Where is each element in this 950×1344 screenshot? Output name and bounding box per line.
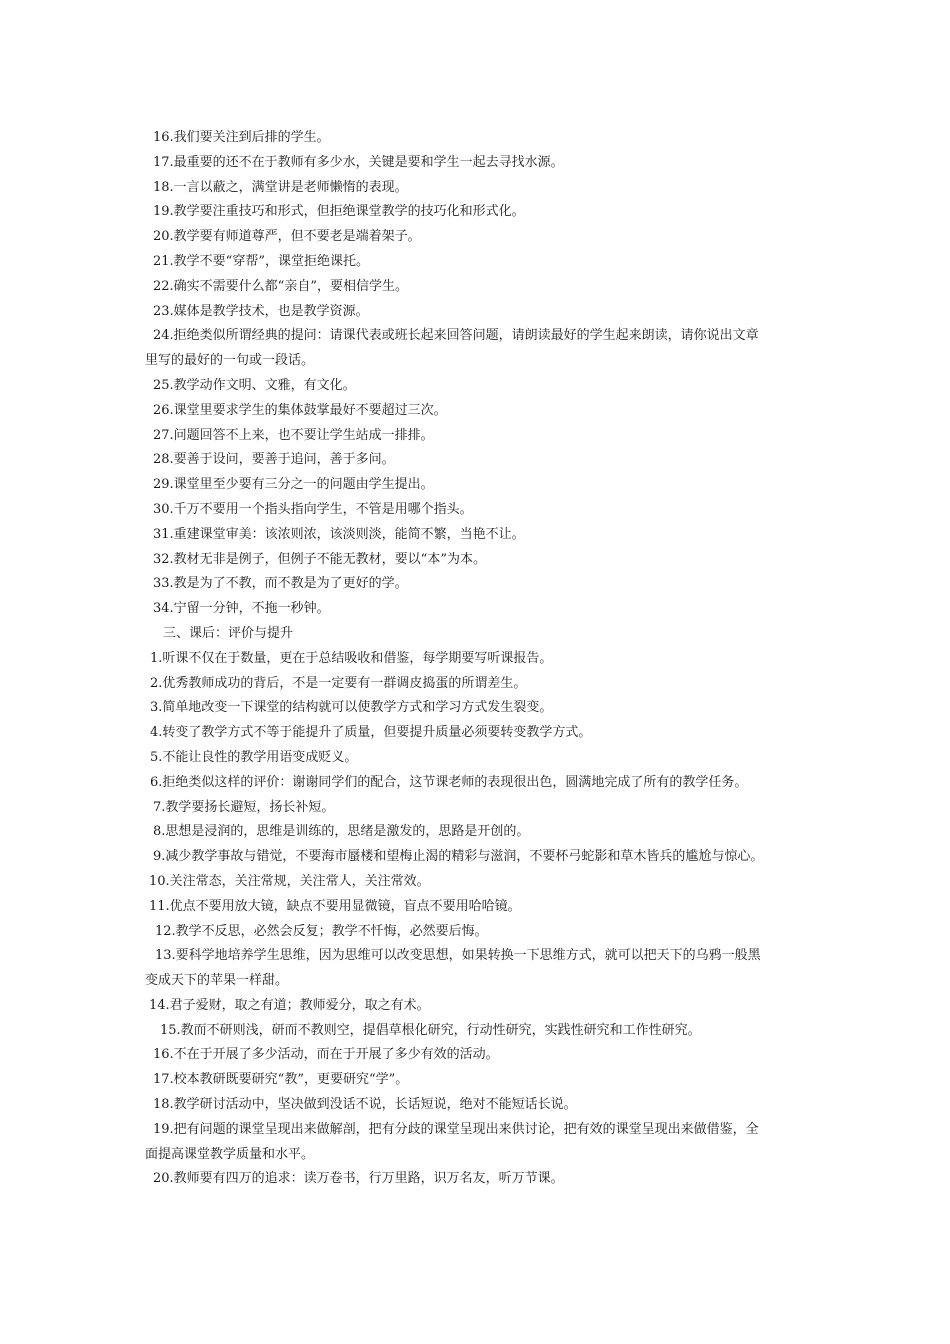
- text-line: 里写的最好的一句或一段话。: [145, 353, 315, 369]
- text-line: 25.教学动作文明、文雅，有文化。: [153, 377, 356, 393]
- text-line: 28.要善于设问，要善于追问，善于多问。: [153, 452, 395, 468]
- text-line: 9.减少教学事故与错觉，不要海市蜃楼和望梅止渴的精彩与滋润，不要杯弓蛇影和草木皆兵的尴尬与惊心。: [153, 849, 764, 865]
- text-line: 8.思想是浸润的，思维是训练的，思绪是激发的，思路是开创的。: [153, 824, 530, 840]
- text-line: 19.教学要注重技巧和形式，但拒绝课堂教学的技巧化和形式化。: [153, 204, 525, 220]
- text-line: 15.教而不研则浅，研而不教则空，提倡草根化研究，行动性研究，实践性研究和工作性研究。: [160, 1022, 701, 1038]
- text-line: 33.教是为了不教，而不教是为了更好的学。: [153, 576, 408, 592]
- text-line: 变成天下的苹果一样甜。: [145, 973, 289, 989]
- text-line: 26.课堂里要求学生的集体鼓掌最好不要超过三次。: [153, 402, 447, 418]
- text-line: 11.优点不要用放大镜，缺点不要用显微镜，盲点不要用哈哈镜。: [149, 898, 521, 914]
- text-line: 5.不能让良性的教学用语变成贬义。: [150, 749, 358, 765]
- text-line: 16.不在于开展了多少活动，而在于开展了多少有效的活动。: [153, 1047, 499, 1063]
- text-line: 3.简单地改变一下课堂的结构就可以使教学方式和学习方式发生裂变。: [150, 700, 553, 716]
- text-line: 32.教材无非是例子，但例子不能无教材，要以“本”为本。: [153, 551, 486, 567]
- text-line: 29.课堂里至少要有三分之一的问题由学生提出。: [153, 477, 434, 493]
- text-line: 16.我们要关注到后排的学生。: [153, 130, 330, 145]
- text-line: 18.教学研讨活动中，坚决做到没话不说，长话短说，绝对不能短话长说。: [153, 1097, 577, 1113]
- text-line: 21.教学不要“穿帮”，课堂拒绝课托。: [153, 253, 369, 269]
- text-line: 1.听课不仅在于数量，更在于总结吸收和借鉴，每学期要写听课报告。: [150, 650, 553, 666]
- text-line: 22.确实不需要什么都“亲自”，要相信学生。: [153, 278, 408, 294]
- text-line: 4.转变了教学方式不等于能提升了质量，但要提升质量必须要转变教学方式。: [150, 725, 592, 741]
- text-line: 27.问题回答不上来，也不要让学生站成一排排。: [153, 427, 434, 443]
- section-heading: 三、课后：评价与提升: [163, 625, 294, 641]
- text-line: 6.拒绝类似这样的评价：谢谢同学们的配合，这节课老师的表现很出色，圆满地完成了所有的教学任务。: [150, 774, 748, 790]
- text-line: 24.拒绝类似所谓经典的提问：请课代表或班长起来回答问题，请朗读最好的学生起来朗读，请你说出文章: [153, 328, 759, 344]
- text-line: 2.优秀教师成功的背后，不是一定要有一群调皮捣蛋的所谓差生。: [150, 675, 527, 691]
- text-line: 17.校本教研既要研究“教”，更要研究“学”。: [153, 1072, 409, 1088]
- text-line: 10.关注常态，关注常规，关注常人，关注常效。: [149, 873, 430, 889]
- text-line: 14.君子爱财，取之有道；教师爱分，取之有术。: [149, 997, 430, 1013]
- text-line: 34.宁留一分钟，不拖一秒钟。: [153, 601, 330, 617]
- text-line: 面提高课堂教学质量和水平。: [145, 1146, 315, 1162]
- text-line: 7.教学要扬长避短，扬长补短。: [153, 799, 335, 815]
- text-line: 17.最重要的还不在于教师有多少水，关键是要和学生一起去寻找水源。: [153, 154, 564, 170]
- text-line: 30.千万不要用一个指头指向学生，不管是用哪个指头。: [153, 501, 473, 517]
- text-line: 23.媒体是教学技术，也是教学资源。: [153, 303, 369, 319]
- text-line: 18.一言以蔽之，满堂讲是老师懒惰的表现。: [153, 179, 408, 195]
- text-line: 20.教学要有师道尊严，但不要老是端着架子。: [153, 229, 421, 245]
- text-line: 31.重建课堂审美：该浓则浓，该淡则淡，能简不繁，当艳不让。: [153, 526, 525, 542]
- text-line: 20.教师要有四万的追求：读万卷书，行万里路，识万名友，听万节课。: [153, 1171, 564, 1187]
- text-line: 13.要科学地培养学生思维，因为思维可以改变思想，如果转换一下思维方式，就可以把天下的乌鸦一般黑: [155, 948, 761, 964]
- text-line: 12.教学不反思，必然会反复；教学不忏悔，必然要后悔。: [155, 923, 488, 939]
- document-body: [0, 126, 950, 1192]
- text-line: 19.把有问题的课堂呈现出来做解剖，把有分歧的课堂呈现出来供讨论，把有效的课堂呈现出来做借鉴，全: [153, 1121, 759, 1137]
